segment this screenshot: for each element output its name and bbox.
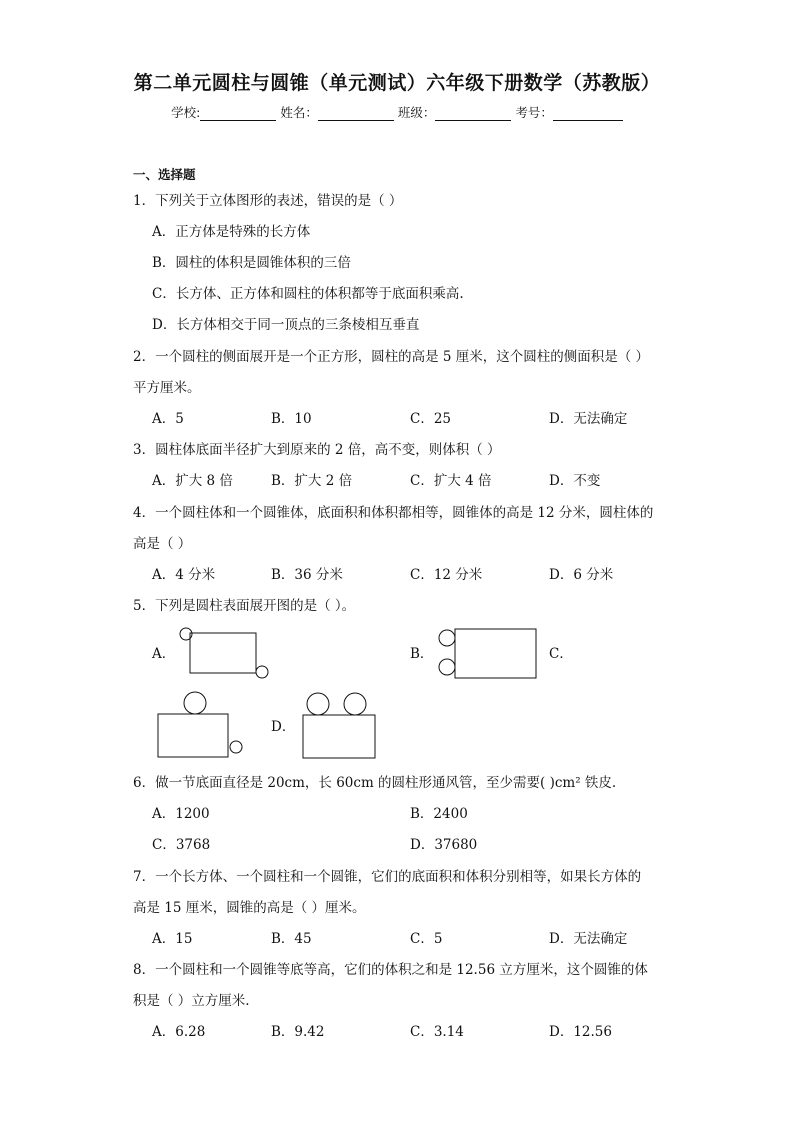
question-5-stem: 5．下列是圆柱表面展开图的是（ ）。	[133, 598, 356, 614]
question-2-option-a[interactable]: A．5	[152, 411, 184, 427]
question-8-stem-line2: 积是（ ）立方厘米.	[133, 993, 250, 1009]
question-4-stem-line2: 高是（ ）	[133, 536, 192, 552]
question-3-option-b[interactable]: B．扩大 2 倍	[271, 473, 353, 489]
net-d-left-circle	[307, 693, 329, 715]
question-7-stem-line1: 7．一个长方体、一个圆柱和一个圆锥，它们的底面积和体积分别相等，如果长方体的	[133, 869, 642, 885]
name-blank[interactable]	[318, 106, 394, 121]
net-c-rectangle	[158, 714, 228, 757]
question-4-stem-line1: 4．一个圆柱体和一个圆锥体，底面积和体积都相等，圆锥体的高是 12 分米，圆柱体的	[133, 505, 654, 521]
net-d-right-circle	[344, 693, 366, 715]
question-6-option-d[interactable]: D．37680	[410, 837, 478, 853]
question-6-option-c[interactable]: C．3768	[152, 837, 211, 853]
net-figure-a[interactable]	[176, 624, 272, 682]
question-2-option-b[interactable]: B．10	[271, 411, 312, 427]
student-info-line	[0, 103, 794, 121]
question-3-option-d[interactable]: D．不变	[549, 473, 601, 489]
exam-number-label: 考号：	[515, 105, 553, 120]
question-7-stem-line2: 高是 15 厘米，圆锥的高是（ ）厘米。	[133, 900, 366, 916]
name-label: 姓名：	[280, 105, 318, 120]
net-a-rectangle	[190, 633, 256, 673]
question-1-stem: 1．下列关于立体图形的表述，错误的是（ ）	[133, 193, 403, 209]
question-3-option-a[interactable]: A．扩大 8 倍	[152, 473, 233, 489]
question-5-option-a-label[interactable]: A．	[152, 646, 176, 662]
net-a-bottom-circle	[256, 666, 268, 678]
net-c-small-circle	[230, 741, 242, 753]
question-1-option-d[interactable]: D．长方体相交于同一顶点的三条棱相互垂直	[152, 317, 420, 333]
question-6-stem: 6．做一节底面直径是 20cm，长 60cm 的圆柱形通风管，至少需要( )cm² 铁皮.	[133, 775, 617, 791]
class-blank[interactable]	[435, 106, 511, 121]
question-5-option-c-label[interactable]: C．	[549, 646, 573, 662]
question-5-option-b-label[interactable]: B．	[410, 646, 434, 662]
question-4-option-d[interactable]: D．6 分米	[549, 567, 614, 583]
class-label: 班级：	[397, 105, 436, 120]
question-1-option-b[interactable]: B．圆柱的体积是圆锥体积的三倍	[152, 255, 351, 271]
question-7-option-b[interactable]: B．45	[271, 931, 312, 947]
question-2-stem-line2: 平方厘米。	[133, 380, 201, 396]
question-2-option-c[interactable]: C．25	[410, 411, 452, 427]
school-label: 学校:	[171, 105, 201, 120]
question-1-option-a[interactable]: A．正方体是特殊的长方体	[152, 224, 311, 240]
net-figure-c[interactable]	[155, 689, 247, 761]
question-2-stem-line1: 2．一个圆柱的侧面展开是一个正方形，圆柱的高是 5 厘米，这个圆柱的侧面积是（ ）	[133, 349, 650, 365]
question-8-stem-line1: 8．一个圆柱和一个圆锥等底等高，它们的体积之和是 12.56 立方厘米，这个圆锥的体	[133, 962, 648, 978]
net-b-lower-circle	[439, 659, 455, 675]
question-6-option-b[interactable]: B．2400	[410, 806, 468, 822]
question-3-stem: 3．圆柱体底面半径扩大到原来的 2 倍，高不变，则体积（ ）	[133, 442, 501, 458]
question-8-option-a[interactable]: A．6.28	[152, 1024, 206, 1040]
net-figure-d[interactable]	[300, 689, 380, 761]
question-7-option-a[interactable]: A．15	[152, 931, 193, 947]
question-5-option-d-label[interactable]: D．	[271, 719, 296, 735]
question-8-option-c[interactable]: C．3.14	[410, 1024, 464, 1040]
document-title: 第二单元圆柱与圆锥（单元测试）六年级下册数学（苏教版）	[133, 72, 661, 94]
net-figure-b[interactable]	[436, 626, 540, 682]
question-7-option-c[interactable]: C．5	[410, 931, 443, 947]
exam-number-blank[interactable]	[553, 106, 623, 121]
question-8-option-b[interactable]: B．9.42	[271, 1024, 325, 1040]
question-1-option-c[interactable]: C．长方体、正方体和圆柱的体积都等于底面积乘高.	[152, 286, 464, 302]
question-3-option-c[interactable]: C．扩大 4 倍	[410, 473, 492, 489]
question-8-option-d[interactable]: D．12.56	[549, 1024, 612, 1040]
net-b-upper-circle	[439, 630, 455, 646]
school-blank[interactable]	[200, 106, 276, 121]
net-d-rectangle	[303, 715, 375, 758]
question-4-option-a[interactable]: A．4 分米	[152, 567, 216, 583]
net-b-rectangle	[455, 629, 536, 678]
question-4-option-b[interactable]: B．36 分米	[271, 567, 343, 583]
net-c-top-circle	[184, 692, 206, 714]
question-7-option-d[interactable]: D．无法确定	[549, 931, 628, 947]
question-4-option-c[interactable]: C．12 分米	[410, 567, 483, 583]
question-2-option-d[interactable]: D．无法确定	[549, 411, 628, 427]
question-6-option-a[interactable]: A．1200	[152, 806, 210, 822]
section-title: 一、选择题	[133, 167, 196, 182]
